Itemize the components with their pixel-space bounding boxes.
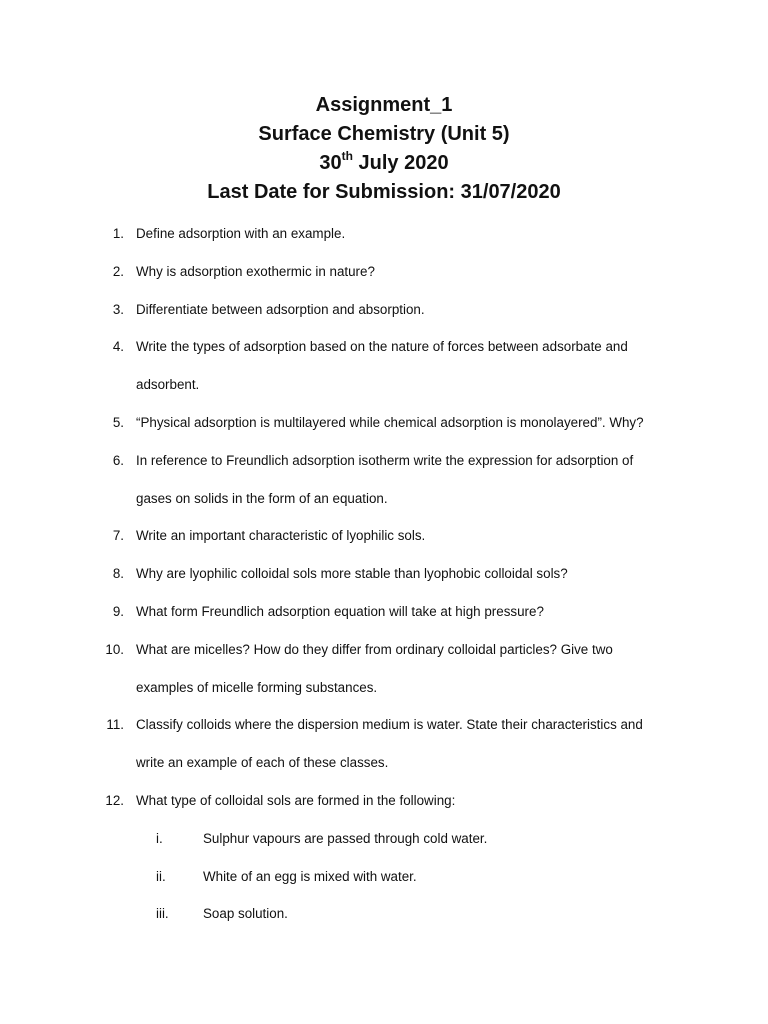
sub-item-number: iii. <box>156 906 169 922</box>
subject-title: Surface Chemistry (Unit 5) <box>258 123 510 145</box>
sub-item-number: ii. <box>156 868 166 884</box>
question-text: In reference to Freundlich adsorption isotherm write the expression for adsorption of <box>136 452 634 468</box>
assignment-title: Assignment_1 <box>315 94 453 116</box>
question-text: Write an important characteristic of lyophilic sols. <box>136 528 426 544</box>
question-text: Write the types of adsorption based on the nature of forces between adsorbate and <box>136 339 628 355</box>
question-number: 8. <box>112 566 124 582</box>
question-number: 7. <box>112 528 124 544</box>
question-text: Differentiate between adsorption and absorption. <box>136 301 425 317</box>
question-text: What are micelles? How do they differ from ordinary colloidal particles? Give two <box>136 641 613 657</box>
question-text: adsorbent. <box>136 377 200 393</box>
question-text: examples of micelle forming substances. <box>136 679 378 695</box>
question-text: Define adsorption with an example. <box>136 226 346 241</box>
sub-item-text: White of an egg is mixed with water. <box>203 868 417 884</box>
question-number: 2. <box>112 263 124 279</box>
question-number: 9. <box>112 604 124 619</box>
sub-item-number: i. <box>156 830 163 846</box>
question-text: What type of colloidal sols are formed in the following: <box>136 793 456 808</box>
question-number: 6. <box>112 452 124 468</box>
question-number: 10. <box>105 641 124 657</box>
date-month-year: July 2020 <box>352 152 449 174</box>
question-number: 4. <box>112 339 124 355</box>
assignment-date <box>0 149 768 178</box>
question-number: 1. <box>112 226 124 241</box>
question-text: What form Freundlich adsorption equation will take at high pressure? <box>136 604 544 619</box>
question-text: gases on solids in the form of an equation. <box>136 490 388 506</box>
date-day: 30 <box>319 152 342 174</box>
document-header <box>0 91 768 207</box>
date-ordinal: th <box>341 149 353 164</box>
question-text: Classify colloids where the dispersion medium is water. State their characteristics and <box>136 717 643 733</box>
question-number: 12. <box>105 793 124 808</box>
question-text: write an example of each of these classes. <box>136 755 389 771</box>
question-number: 3. <box>112 301 124 317</box>
question-text: “Physical adsorption is multilayered while chemical adsorption is monolayered”. Why? <box>136 415 644 430</box>
question-text: Why is adsorption exothermic in nature? <box>136 263 375 279</box>
sub-item-text: Soap solution. <box>203 906 288 922</box>
submission-deadline: Last Date for Submission: 31/07/2020 <box>207 181 561 203</box>
question-number: 11. <box>106 717 124 733</box>
sub-item-text: Sulphur vapours are passed through cold water. <box>203 830 488 846</box>
question-text: Why are lyophilic colloidal sols more stable than lyophobic colloidal sols? <box>136 566 568 582</box>
question-number: 5. <box>112 415 124 430</box>
